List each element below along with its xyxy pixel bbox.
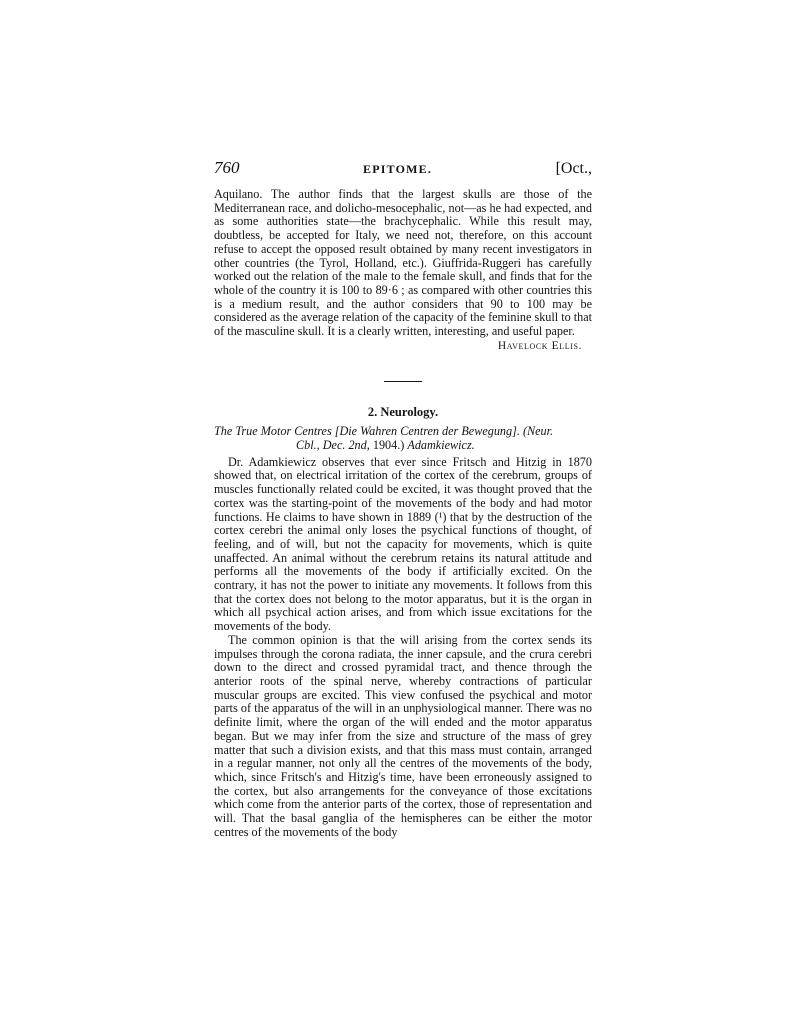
article-title-line2	[214, 438, 592, 452]
author-signature: Havelock Ellis.	[497, 339, 582, 352]
previous-article-paragraph: Aquilano. The author finds that the largest skulls are those of the Mediterranean race, and dolicho-mesocephalic, not—as he had expected, and as some authorities state—the brachycephalic. While this result may, doubtless, be accepted for Italy, we need not, therefore, on this account refuse to accept the opposed result obtained by many recent investigators in other countries (the Tyrol, Holland, etc.). Giuffrida-Ruggeri has carefully worked out the relation of the male to the female skull, and finds that for the whole of the country it is 100 to 89·6 ; as compared with other countries this is a medium result, and the author considers that 90 to 100 may be considered as the average relation of the capacity of the feminine skull to that of the masculine skull. It is a clearly written, interesting, and useful paper.	[214, 187, 593, 339]
article-author: Adamkiewicz.	[407, 437, 475, 452]
page-content	[214, 158, 592, 839]
article-title	[214, 424, 592, 452]
article-journal-date: Cbl., Dec. 2nd,	[296, 437, 370, 452]
issue-date: [Oct.,	[555, 160, 592, 177]
section-heading: 2. Neurology.	[367, 404, 439, 419]
article-title-english: The True Motor Centres	[214, 423, 332, 438]
article-paragraph-2: The common opinion is that the will arising from the cortex sends its impulses through the corona radiata, the inner capsule, and the crura cerebri down to the direct and crossed pyramidal tract, and thence through the anterior roots of the spinal nerve, whereby contractions of particular muscular groups are excited. This view confused the psychical and motor parts of the apparatus of the will in an unphysiological manner. There was no definite limit, where the organ of the will ended and the motor apparatus began. But we may infer from the size and structure of the mass of grey matter that such a division exists, and that this mass must contain, arranged in a regular manner, not only all the centres of the movements of the body, which, since Fritsch's and Hitzig's time, have been erroneously assigned to the cortex, but also arrangements for the conveyance of those excitations which come from the anterior parts of the cortex, those of representation and will. That the basal ganglia of the hemispheres can be either the motor centres of the movements of the body	[214, 632, 592, 839]
running-head	[214, 158, 592, 182]
article-year: 1904.)	[372, 437, 405, 452]
article-title-german: [Die Wahren Centren der Bewegung].	[334, 423, 520, 438]
running-title: EPITOME.	[363, 162, 433, 176]
page-number: 760	[214, 158, 240, 177]
section-divider	[384, 381, 422, 382]
article-journal: (Neur.	[522, 423, 554, 438]
article-paragraph-1: Dr. Adamkiewicz observes that ever since Fritsch and Hitzig in 1870 showed that, on electrical irritation of the cortex of the cerebrum, groups of muscles functionally related could be excited, it was thought proved that the cortex was the starting-point of the movements of the body and had motor functions. He claims to have shown in 1889 (¹) that by the destruction of the cortex cerebri the animal only loses the psychical functions of thought, of feeling, and of will, but not the capacity for movements, which is quite unaffected. An animal without the cerebrum retains its natural attitude and performs all the movements of the body if artificially excited. On the contrary, it has not the power to initiate any movements. It follows from this that the cortex does not belong to the motor apparatus, but it is the organ in which all psychical action arises, and from which issue excitations for the movements of the body.	[214, 454, 592, 634]
